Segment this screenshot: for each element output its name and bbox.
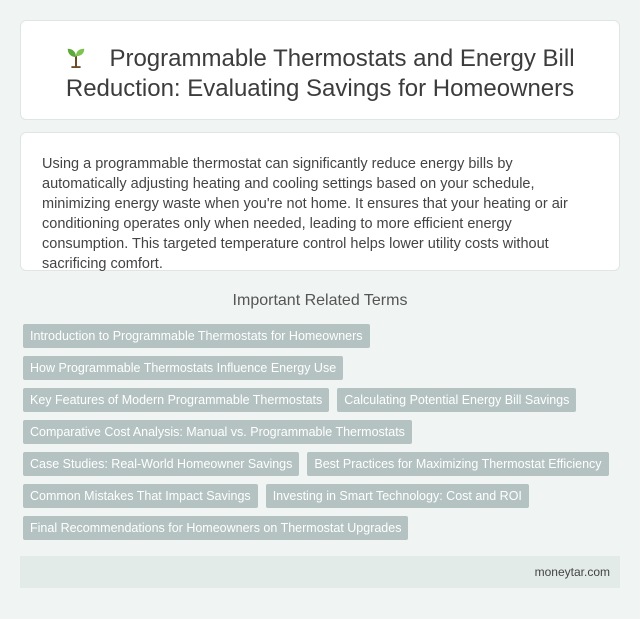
- related-term-tag[interactable]: Case Studies: Real-World Homeowner Savings: [23, 452, 299, 476]
- related-term-tag[interactable]: How Programmable Thermostats Influence Energy Use: [23, 356, 343, 380]
- related-term-tag[interactable]: Comparative Cost Analysis: Manual vs. Programmable Thermostats: [23, 420, 412, 444]
- footer-site-link[interactable]: moneytar.com: [534, 565, 610, 579]
- related-term-tag[interactable]: Investing in Smart Technology: Cost and ROI: [266, 484, 529, 508]
- footer: [20, 556, 620, 588]
- related-terms-heading: Important Related Terms: [232, 292, 408, 309]
- page-title: [21, 44, 619, 104]
- related-term-tag[interactable]: Common Mistakes That Impact Savings: [23, 484, 258, 508]
- related-term-tag[interactable]: Introduction to Programmable Thermostats for Homeowners: [23, 324, 370, 348]
- sprout-icon: [65, 46, 87, 68]
- related-term-tag[interactable]: Key Features of Modern Programmable Thermostats: [23, 388, 329, 412]
- related-term-tag[interactable]: Calculating Potential Energy Bill Savings: [337, 388, 576, 412]
- title-card: [20, 20, 620, 120]
- summary-card: [20, 132, 620, 271]
- summary-text: Using a programmable thermostat can significantly reduce energy bills by automatically adjusting heating and cooling settings based on your schedule, minimizing energy waste when you're not home. It ensures that your heating or air conditioning operates only when needed, leading to more efficient energy consumption. This targeted temperature control helps lower utility costs without sacrificing comfort.: [42, 156, 568, 272]
- related-terms-list: [23, 324, 617, 540]
- related-term-tag[interactable]: Best Practices for Maximizing Thermostat Efficiency: [307, 452, 608, 476]
- page-title-text: Programmable Thermostats and Energy Bill Reduction: Evaluating Savings for Homeowners: [65, 45, 575, 102]
- related-term-tag[interactable]: Final Recommendations for Homeowners on Thermostat Upgrades: [23, 516, 408, 540]
